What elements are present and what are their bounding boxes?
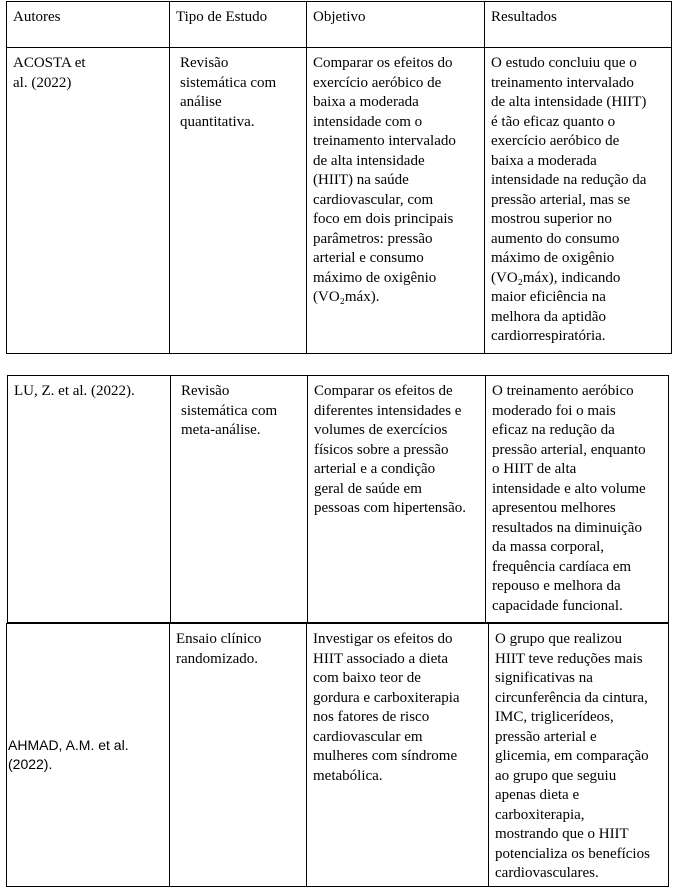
row-objective: Comparar os efeitos do exercício aeróbico de baixa a moderada intensidade com o treinamento intervalado de alta intensidade (HIIT) na saúde cardiovascular, com foco em dois principais parâmetros: pressão arterial e consumo máximo de oxigênio (VO₂máx).	[313, 55, 456, 305]
table-row	[8, 376, 669, 623]
table-cell	[170, 48, 307, 354]
header-authors: Autores	[13, 9, 61, 25]
row-study-type: Revisão sistemática com meta-análise.	[181, 383, 278, 438]
row-authors: ACOSTA et al. (2022)	[13, 55, 86, 91]
studies-table-part-2	[7, 375, 669, 623]
row-authors: LU, Z. et al. (2022).	[14, 383, 135, 399]
row-results: O treinamento aeróbico moderado foi o mais eficaz na redução da pressão arterial, enquanto o HIIT de alta intensidade e alto volume apresentou melhores resultados na diminuição da massa corporal, frequência cardíaca em repouso e melhora da capacidade funcional.	[492, 383, 646, 614]
table-cell	[308, 376, 486, 623]
row-study-type: Ensaio clínico randomizado.	[176, 631, 262, 667]
table-cell	[7, 48, 170, 354]
table-cell	[307, 48, 485, 354]
table-cell	[8, 376, 171, 623]
header-objective: Objetivo	[313, 9, 366, 25]
header-cell	[7, 2, 170, 48]
table-cell	[485, 48, 672, 354]
header-cell	[170, 2, 307, 48]
table-cell	[170, 624, 307, 887]
table-cell	[489, 624, 669, 887]
row-results: O grupo que realizou HIIT teve reduções mais significativas na circunferência da cintura, IMC, triglicerídeos, pressão arterial e glicemia, em comparação ao grupo que seguiu apenas dieta e carboxiterapia, mostrando que o HIIT potencializa os benefícios cardiovasculares.	[495, 631, 650, 881]
row-results: O estudo concluiu que o treinamento intervalado de alta intensidade (HIIT) é tão eficaz quanto o exercício aeróbico de baixa a moderada intensidade na redução da pressão arterial, mas se mostrou superior no aumento do consumo máximo de oxigênio (VO₂máx), indicando maior eficiência na melhora da aptidão cardiorrespiratória.	[491, 55, 647, 344]
header-cell	[485, 2, 672, 48]
studies-table-part-1	[6, 1, 672, 354]
table-cell	[7, 624, 170, 887]
table-cell	[307, 624, 489, 887]
row-study-type: Revisão sistemática com análise quantitativa.	[180, 55, 277, 130]
table-row	[7, 624, 669, 887]
table-cell	[486, 376, 669, 623]
header-study-type: Tipo de Estudo	[176, 9, 268, 25]
row-authors: AHMAD, A.M. et al. (2022).	[8, 736, 129, 772]
table-row	[7, 48, 672, 354]
header-cell	[307, 2, 485, 48]
row-objective: Investigar os efeitos do HIIT associado a dieta com baixo teor de gordura e carboxiterapia nos fatores de risco cardiovascular em mulheres com síndrome metabólica.	[313, 631, 460, 784]
studies-table-part-3	[6, 623, 669, 887]
header-results: Resultados	[491, 9, 557, 25]
row-objective: Comparar os efeitos de diferentes intensidades e volumes de exercícios físicos sobre a pressão arterial e a condição geral de saúde em pessoas com hipertensão.	[314, 383, 467, 516]
table-header-row	[7, 2, 672, 48]
table-cell	[171, 376, 308, 623]
